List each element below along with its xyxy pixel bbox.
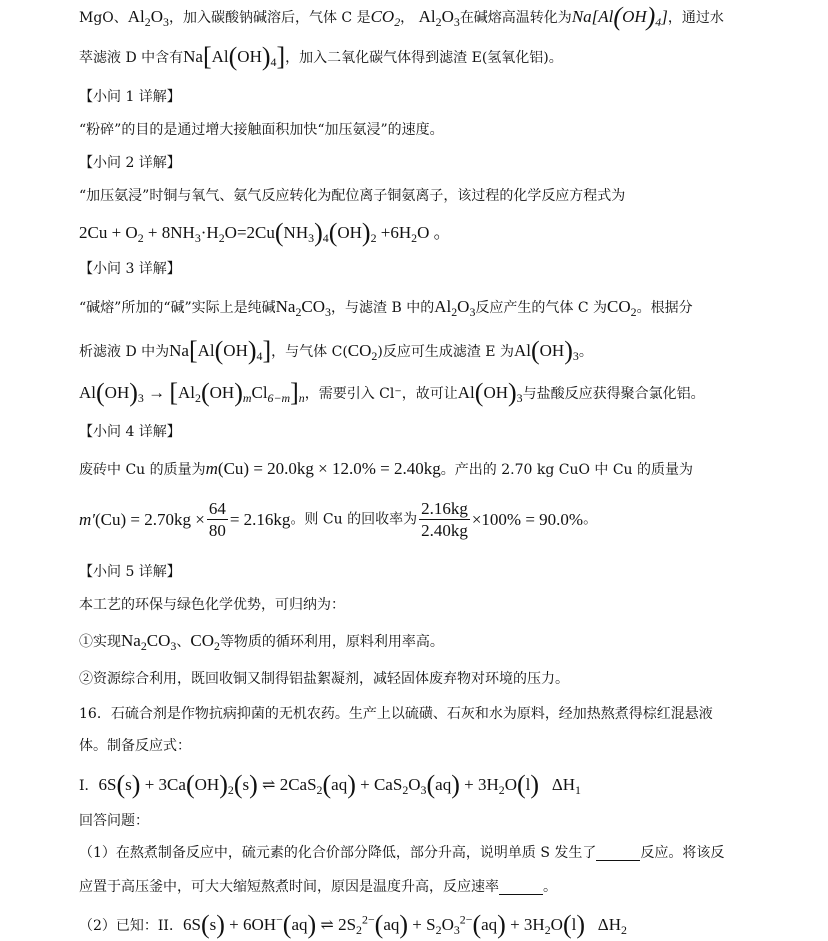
answer-prompt: 回答问题：	[79, 813, 149, 829]
line-1	[79, 4, 828, 30]
paragraph-q3a: “碱熔”所加的“碱”实际上是纯碱$Na_2CO_3$，与滤渣 B 中的$Al_2O_3$反应产生的气体 C 为$CO_2$。根据分	[79, 297, 693, 320]
paragraph-q3c: $Al(OH)_3 \to [Al_2(OH)_mCl_{6-m}]_n$，需要引入 Cl⁻，故可让$Al(OH)_3$与盐酸反应获得聚合氯化铝。	[79, 378, 705, 407]
heading-q5: 【小问 5 详解】	[79, 564, 181, 580]
heading-q4: 【小问 4 详解】	[79, 424, 181, 440]
formula-al2o3-b: $Al_2O_3$	[418, 6, 460, 30]
text: ，	[400, 9, 415, 26]
answer-blank-1[interactable]	[596, 846, 640, 861]
paragraph-q3b: 析滤液 D 中为$Na[Al(OH)_4]$，与气体 $C(CO_2)$反应可生成滤渣 E 为$Al(OH)_3$。	[79, 336, 593, 365]
paragraph-q4a: 废砖中 Cu 的质量为m(Cu) = 20.0kg × 12.0% = 2.40kg。产出的 2.70 kg CuO 中 Cu 的质量为	[79, 459, 694, 478]
question-16-b: 体。制备反应式：	[79, 738, 191, 754]
heading-q1: 【小问 1 详解】	[79, 89, 181, 105]
heading-q3: 【小问 3 详解】	[79, 261, 181, 277]
answer-blank-2[interactable]	[499, 880, 543, 895]
equation-q2: $2Cu + O_2 + 8NH_3\cdot H_2O=2Cu(NH_3)_4(OH)_2 +6H_2O$ 。	[79, 218, 451, 247]
paragraph-q4b: m′(Cu) = 2.70kg × $\frac{64}{80}$ = 2.16kg。则 Cu 的回收率为 $\frac{2.16kg}{2.40kg}$ ×100% = 90.0%。	[79, 499, 598, 540]
text: MgO、	[79, 9, 128, 26]
text: 萃滤液 D 中含有	[79, 49, 184, 66]
formula-na-al-oh4-2: $Na[Al(OH)_4]$	[183, 42, 286, 71]
question-1-a: （1）在熬煮制备反应中，硫元素的化合价部分降低，部分升高，说明单质 S 发生了 反应。将该反	[79, 845, 725, 861]
text: ，加入碳酸钠碱溶后，气体 C 是	[168, 9, 371, 26]
text: ，通过水	[667, 9, 724, 26]
paragraph-q5b: ②资源综合利用，既回收铜又制得铝盐絮凝剂，减轻固体废弃物对环境的压力。	[79, 671, 569, 687]
text: ，加入二氧化碳气体得到滤渣 E(氢氧化铝)。	[285, 49, 563, 66]
fraction-recovery: $\frac{2.16kg}{2.40kg}$	[421, 499, 468, 540]
question-16-a: 16．石硫合剂是作物抗病抑菌的无机农药。生产上以硫磺、石灰和水为原料，经加热熬煮得棕红混悬液	[79, 706, 713, 722]
fraction-64-80: $\frac{64}{80}$	[208, 499, 226, 540]
line-2	[79, 44, 828, 70]
text: 在碱熔高温转化为	[459, 9, 572, 26]
paragraph-q2: “加压氨浸”时铜与氧气、氨气反应转化为配位离子铜氨离子，该过程的化学反应方程式为	[79, 188, 626, 204]
formula-al2o3: $Al_2O_3$	[127, 6, 169, 30]
paragraph-q5: 本工艺的环保与绿色化学优势，可归纳为：	[79, 597, 345, 613]
question-2: （2）已知：II．6S(s) + 6OH−(aq) ⇌ $2S_2^{2-}(aq) + S_2O_3^{2-}(aq) + 3H_2O(l)$ $\Delta H_2$	[79, 910, 627, 939]
equation-i: I．$6S(s) + 3Ca(OH)_2(s)$ ⇌ $2CaS_2(aq) + CaS_2O_3(aq) + 3H_2O(l)$ $\Delta H_1$	[79, 770, 581, 799]
heading-q2: 【小问 2 详解】	[79, 155, 181, 171]
formula-na-al-oh4: $Na[Al(OH)_4]$	[571, 2, 668, 31]
paragraph-q5a: ①实现$Na_2CO_3$、$CO_2$等物质的循环利用，原料利用率高。	[79, 631, 444, 654]
paragraph-q1: “粉碎”的目的是通过增大接触面积加快“加压氨浸”的速度。	[79, 122, 444, 138]
formula-co2: $CO_2$	[370, 6, 401, 30]
question-1-b: 应置于高压釜中，可大大缩短熬煮时间，原因是温度升高，反应速率 。	[79, 879, 557, 895]
